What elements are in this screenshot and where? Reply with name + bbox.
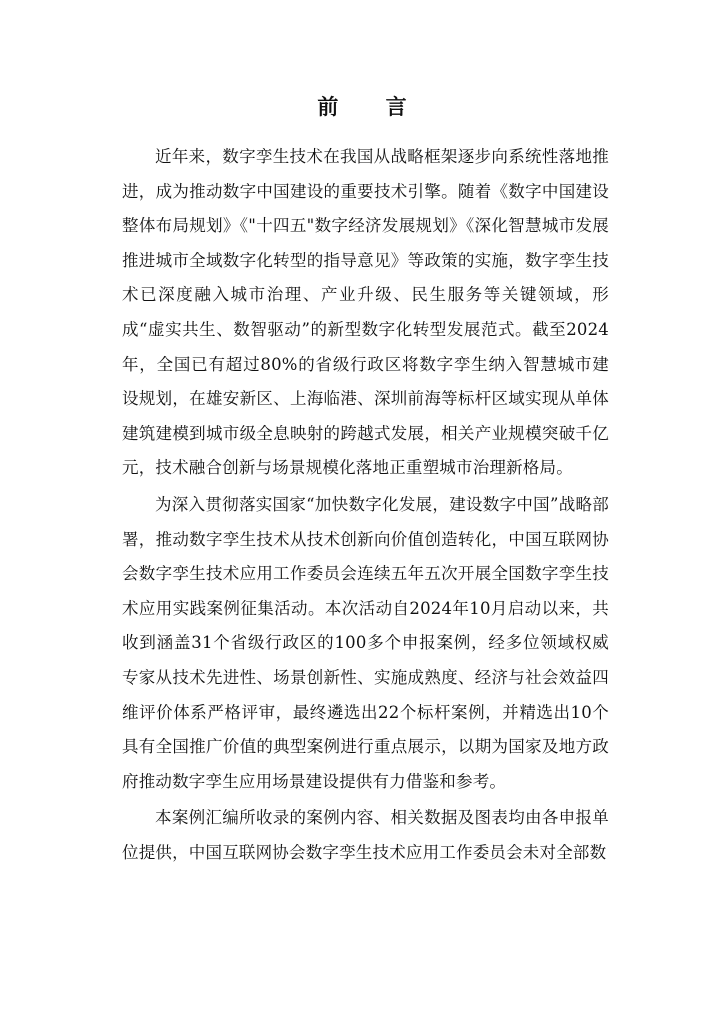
preface-body xyxy=(122,140,609,872)
paragraph-1: 近年来，数字孪生技术在我国从战略框架逐步向系统性落地推进，成为推动数字中国建设的重要技术引擎。随着《数字中国建设整体布局规划》《"十四五"数字经济发展规划》《深化智慧城市发展推进城市全域数字化转型的指导意见》等政策的实施，数字孪生技术已深度融入城市治理、产业升级、民生服务等关键领域，形成“虚实共生、数智驱动”的新型数字化转型发展范式。截至2024年，全国已有超过80%的省级行政区将数字孪生纳入智慧城市建设规划，在雄安新区、上海临港、深圳前海等标杆区域实现从单体建筑建模到城市级全息映射的跨越式发展，相关产业规模突破千亿元，技术融合创新与场景规模化落地正重塑城市治理新格局。 xyxy=(122,147,609,478)
paragraph-3: 本案例汇编所收录的案例内容、相关数据及图表均由各申报单位提供，中国互联网协会数字孪生技术应用工作委员会未对全部数 xyxy=(122,808,609,862)
page-title: 前 言 xyxy=(317,94,427,119)
paragraph-2: 为深入贯彻落实国家“加快数字化发展，建设数字中国”战略部署，推动数字孪生技术从技术创新向价值创造转化，中国互联网协会数字孪生技术应用工作委员会连续五年五次开展全国数字孪生技术应用实践案例征集活动。本次活动自2024年10月启动以来，共收到涵盖31个省级行政区的100多个申报案例，经多位领域权威专家从技术先进性、场景创新性、实施成熟度、经济与社会效益四维评价体系严格评审，最终遴选出22个标杆案例，并精选出10个具有全国推广价值的典型案例进行重点展示，以期为国家及地方政府推动数字孪生应用场景建设提供有力借鉴和参考。 xyxy=(122,494,609,791)
